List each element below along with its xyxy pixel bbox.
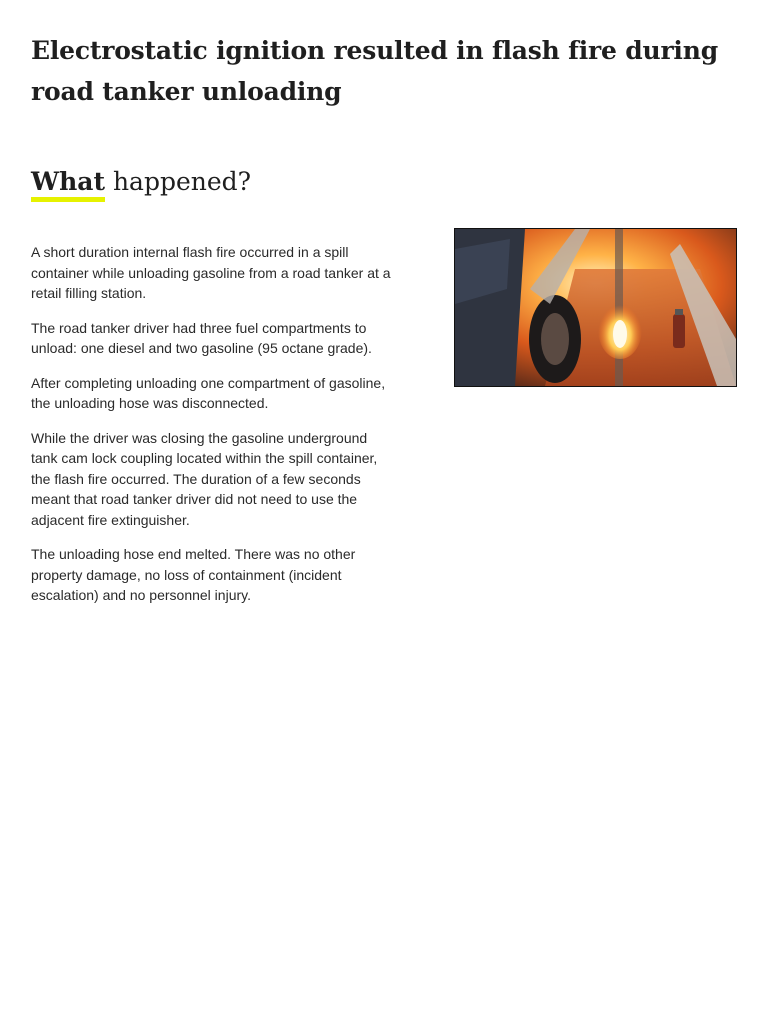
incident-description [31, 242, 391, 620]
page-title: Electrostatic ignition resulted in flash fire during road tanker unloading [31, 36, 718, 106]
paragraph: While the driver was closing the gasoline underground tank cam lock coupling located within the spill container, the flash fire occurred. The duration of a few seconds meant that road tanker driver did not need to use the adjacent fire extinguisher. [31, 429, 378, 528]
section-heading-what-happened [31, 164, 251, 200]
paragraph: A short duration internal flash fire occurred in a spill container while unloading gasoline from a road tanker at a retail filling station. [31, 244, 391, 301]
section-heading-emphasis: What [31, 164, 105, 200]
paragraph: After completing unloading one compartment of gasoline, the unloading hose was disconnected. [31, 374, 386, 411]
paragraph: The road tanker driver had three fuel compartments to unload: one diesel and two gasoline (95 octane grade). [31, 319, 372, 356]
flash-fire-photo [454, 228, 737, 387]
section-heading-rest: happened? [105, 167, 252, 196]
paragraph: The unloading hose end melted. There was no other property damage, no loss of containment (incident escalation) and no personnel injury. [31, 546, 356, 603]
